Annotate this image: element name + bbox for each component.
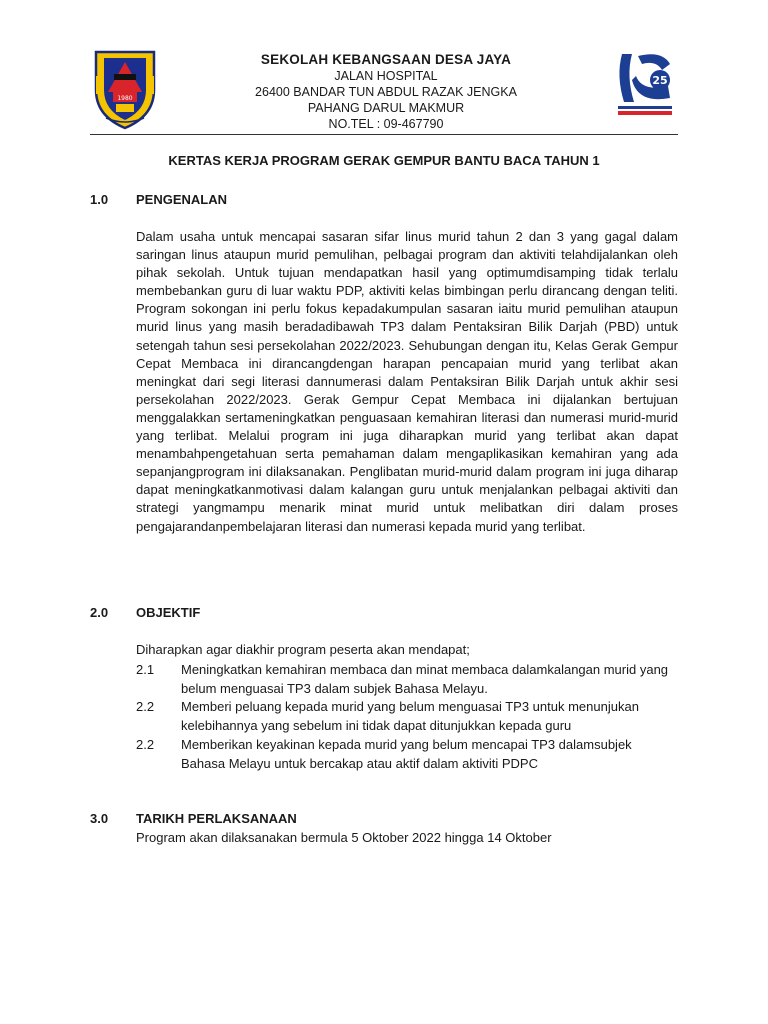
objective-item	[136, 698, 678, 735]
phone-line: NO.TEL : 09-467790	[328, 117, 444, 131]
school-crest-logo	[92, 46, 158, 130]
objective-text: Memberikan keyakinan kepada murid yang belum mencapai TP3 dalamsubjek Bahasa Melayu untuk bercakap atau aktif dalam aktiviti PDPC	[181, 737, 632, 771]
section-3-number: 3.0	[90, 811, 109, 826]
address-line: PAHANG DARUL MAKMUR	[307, 101, 465, 115]
objective-item	[136, 736, 678, 773]
section-1-heading: PENGENALAN	[136, 192, 228, 207]
section-2-heading: OBJEKTIF	[136, 605, 201, 620]
school-name: SEKOLAH KEBANGSAAN DESA JAYA	[260, 52, 512, 67]
section-3-heading: TARIKH PERLAKSANAAN	[136, 811, 297, 826]
letterhead	[200, 52, 572, 132]
header-divider	[90, 134, 678, 135]
objective-intro: Diharapkan agar diakhir program peserta akan mendapat;	[136, 642, 470, 657]
anniversary-logo	[612, 46, 678, 118]
section-2-number: 2.0	[90, 605, 109, 620]
objective-number: 2.2	[136, 737, 155, 752]
objective-number: 2.1	[136, 662, 155, 677]
svg-text:1980: 1980	[117, 95, 133, 102]
address-line: 26400 BANDAR TUN ABDUL RAZAK JENGKA	[255, 85, 517, 99]
section-1-body: Dalam usaha untuk mencapai sasaran sifar linus murid tahun 2 dan 3 yang gagal dalam saringan linus ataupun murid pemulihan, pelbagai program dan aktiviti telahdijalankan oleh pihak sekolah. Untuk tujuan mendapatkan hasil yang optimumdisamping tidak terlalu membebankan guru di luar waktu PDP, aktiviti kelas bimbingan perlu dirancang dengan teliti. Program sokongan ini perlu fokus kepadakumpulan sasaran iaitu murid pemulihan ataupun murid linus yang masih beradadibawah TP3 dalam Pentaksiran Bilik Darjah (PBD) untuk setengah tahun sesi persekolahan 2022/2023. Sehubungan dengan itu, Kelas Gerak Gempur Cepat Membaca ini dirancangdengan harapan pencapaian murid yang terlibat akan meningkat dari segi literasi dannumerasi dalam Pentaksiran Bilik Darjah untuk akhir sesi persekolahan 2022/2023. Gerak Gempur Cepat Membaca ini dijalankan bertujuan menggalakkan sertameningkatkan penguasaan kemahiran literasi dan numerasi murid-murid yang terlibat. Melalui program ini juga diharapkan murid yang terlibat akan dapat menambahpengetahuan serta pemahaman dalam mengaplikasikan kemahiran yang ada sepanjangprogram ini dilaksanakan. Penglibatan murid-murid dalam program ini juga diharap dapat meningkatkanmotivasi dalam kalangan guru untuk menjalankan pelbagai aktiviti dan strategi yangmampu menarik minat murid untuk melibatkan diri dalam proses pengajarandanpembelajaran literasi dan numerasi kepada murid yang terlibat.	[136, 229, 678, 534]
section-3-body: Program akan dilaksanakan bermula 5 Oktober 2022 hingga 14 Oktober	[136, 830, 552, 845]
objective-item	[136, 661, 678, 698]
objective-text: Meningkatkan kemahiran membaca dan minat membaca dalamkalangan murid yang belum menguasai TP3 dalam subjek Bahasa Melayu.	[181, 662, 669, 696]
address-line: JALAN HOSPITAL	[334, 69, 438, 83]
svg-text:25: 25	[652, 74, 668, 87]
objective-text: Memberi peluang kepada murid yang belum menguasai TP3 untuk menunjukan kelebihannya yang sebelum ini tidak dapat ditunjukkan kepada guru	[181, 699, 639, 733]
objective-number: 2.2	[136, 699, 155, 714]
section-1-number: 1.0	[90, 192, 109, 207]
document-title: KERTAS KERJA PROGRAM GERAK GEMPUR BANTU BACA TAHUN 1	[168, 153, 600, 168]
